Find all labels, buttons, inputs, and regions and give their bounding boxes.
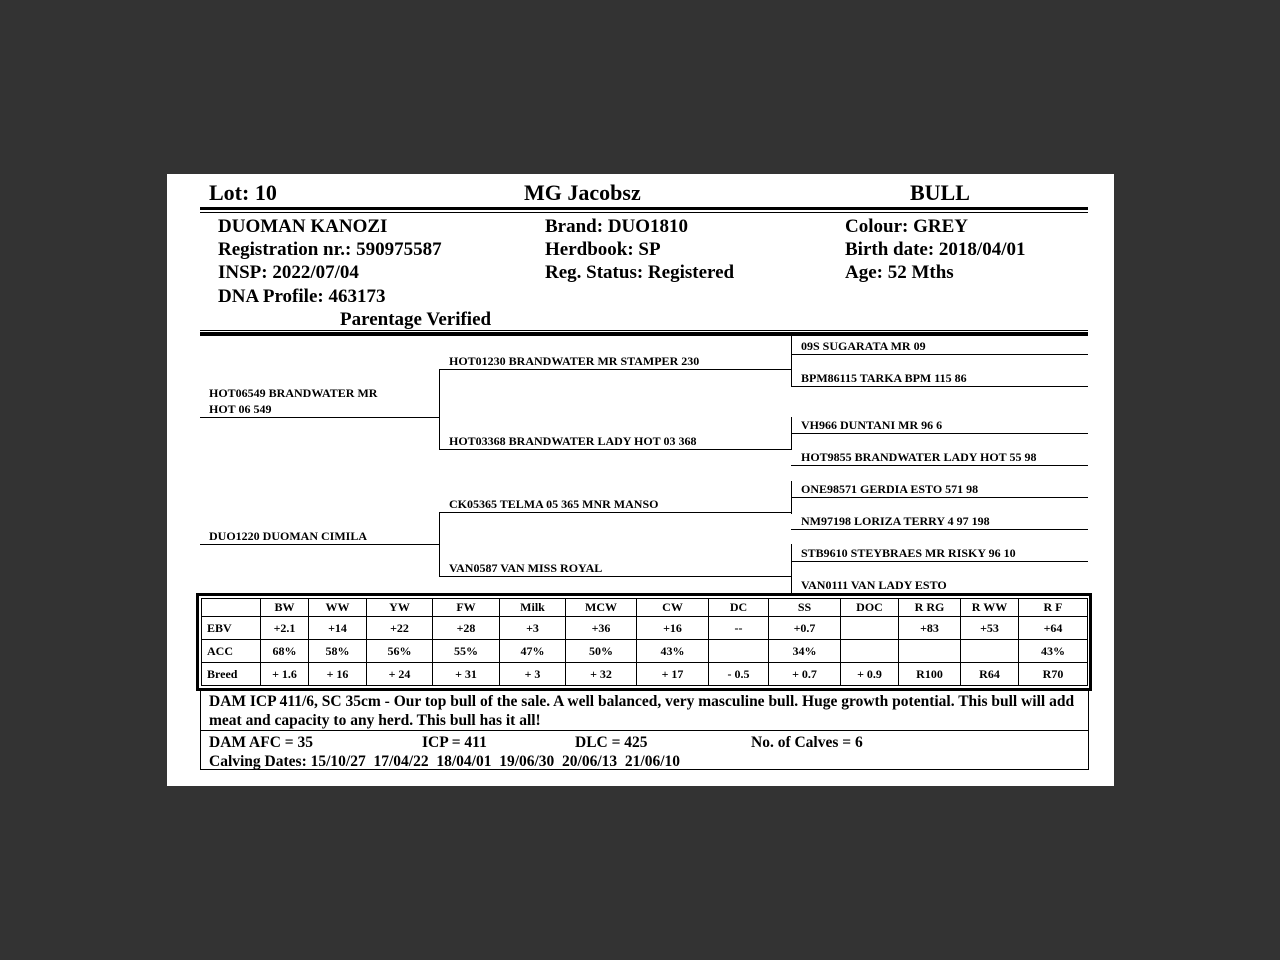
ebv-cell: +53 [961,617,1019,640]
lot-number: Lot: 10 [209,180,277,205]
ebv-cell: + 24 [367,663,433,686]
pedigree-sire-sire: HOT01230 BRANDWATER MR STAMPER 230 [449,354,700,368]
info-rule [200,332,1088,336]
ebv-cell [841,640,899,663]
pedigree-dam-sire: CK05365 TELMA 05 365 MNR MANSO [449,497,659,511]
ebv-col-header: SS [769,599,841,617]
ebv-cell: +14 [309,617,367,640]
birth-date: Birth date: 2018/04/01 [845,239,1026,260]
ebv-cell: 56% [367,640,433,663]
herdbook: Herdbook: SP [545,239,661,260]
ebv-col-header [202,599,261,617]
ebv-cell [841,617,899,640]
ebv-cell: +16 [637,617,709,640]
pedigree-line [200,544,440,545]
ebv-cell: +28 [433,617,500,640]
pedigree-line [200,417,440,418]
ebv-table [201,598,1088,686]
animal-name: DUOMAN KANOZI [218,216,388,237]
lot-card [167,174,1114,786]
ebv-cell: 58% [309,640,367,663]
pedigree-line [791,354,1088,355]
pedigree-sdd: HOT9855 BRANDWATER LADY HOT 55 98 [801,450,1037,464]
calving-dates: Calving Dates: 15/10/27 17/04/22 18/04/01 19/06/30 20/06/13 21/06/10 [209,753,681,770]
ebv-row [202,617,1088,640]
ebv-cell: 47% [500,640,566,663]
brand: Brand: DUO1810 [545,216,689,237]
pedigree-line [439,576,791,577]
ebv-row-label: Breed [202,663,261,686]
pedigree-line [791,465,1088,466]
acc-row [202,640,1088,663]
ebv-col-header: CW [637,599,709,617]
ebv-cell: - 0.5 [709,663,769,686]
pedigree-bracket [439,369,440,449]
dam-stats-box [200,730,1089,770]
ebv-cell: R70 [1019,663,1088,686]
ebv-col-header: R WW [961,599,1019,617]
ebv-cell: + 32 [566,663,637,686]
ebv-col-header: R RG [899,599,961,617]
pedigree-line [439,512,791,513]
registration-status: Reg. Status: Registered [545,262,735,283]
ebv-cell: +64 [1019,617,1088,640]
ebv-cell: +83 [899,617,961,640]
dam-afc: DAM AFC = 35 [209,734,313,751]
ebv-cell: +0.7 [769,617,841,640]
info-rule-thin [200,330,1088,331]
animal-sex: BULL [910,180,970,205]
pedigree-sds: VH966 DUNTANI MR 96 6 [801,418,943,432]
pedigree-line [791,497,1088,498]
remarks-text: DAM ICP 411/6, SC 35cm - Our top bull of the sale. A well balanced, very masculine bull. Huge growth potential. This bull will add meat and capacity to any herd. This bull has it all! [209,693,1075,729]
pedigree-dsd: NM97198 LORIZA TERRY 4 97 198 [801,514,990,528]
ebv-cell: -- [709,617,769,640]
ebv-cell: + 3 [500,663,566,686]
ebv-cell: 68% [261,640,309,663]
pedigree-dam-dam: VAN0587 VAN MISS ROYAL [449,561,603,575]
age: Age: 52 Mths [845,262,954,283]
ebv-cell: 34% [769,640,841,663]
header-rule [200,207,1088,210]
pedigree-dam: DUO1220 DUOMAN CIMILA [209,529,367,543]
pedigree-line [791,561,1088,562]
pedigree-bracket [439,512,440,577]
ebv-cell: + 0.9 [841,663,899,686]
ebv-col-header: R F [1019,599,1088,617]
ebv-cell: 55% [433,640,500,663]
dam-calves: No. of Calves = 6 [751,734,863,751]
pedigree-ssd: BPM86115 TARKA BPM 115 86 [801,371,967,385]
ebv-cell: + 0.7 [769,663,841,686]
ebv-row-label: EBV [202,617,261,640]
ebv-cell: + 16 [309,663,367,686]
pedigree-ddd: VAN0111 VAN LADY ESTO [801,578,947,592]
ebv-cell: +3 [500,617,566,640]
ebv-header-row [202,599,1088,617]
ebv-cell: +22 [367,617,433,640]
ebv-col-header: FW [433,599,500,617]
dna-profile: DNA Profile: 463173 [218,286,386,307]
ebv-col-header: MCW [566,599,637,617]
ebv-row-label: ACC [202,640,261,663]
pedigree-dds: STB9610 STEYBRAES MR RISKY 96 10 [801,546,1016,560]
pedigree-line [439,369,791,370]
ebv-cell: 50% [566,640,637,663]
ebv-cell: R100 [899,663,961,686]
ebv-cell: +2.1 [261,617,309,640]
pedigree-line [791,386,1088,387]
pedigree-line [439,449,791,450]
ebv-col-header: DOC [841,599,899,617]
remarks-box [200,690,1089,731]
ebv-col-header: DC [709,599,769,617]
pedigree-sire: HOT06549 BRANDWATER MR HOT 06 549 [209,386,378,416]
pedigree-dss: ONE98571 GERDIA ESTO 571 98 [801,482,979,496]
ebv-cell [709,640,769,663]
pedigree-bracket [791,336,792,386]
header-rule-thin [200,212,1088,213]
registration-number: Registration nr.: 590975587 [218,239,442,260]
ebv-cell: +36 [566,617,637,640]
ebv-cell: R64 [961,663,1019,686]
ebv-cell: + 31 [433,663,500,686]
ebv-cell: 43% [637,640,709,663]
colour: Colour: GREY [845,216,968,237]
ebv-col-header: Milk [500,599,566,617]
ebv-cell [899,640,961,663]
ebv-col-header: BW [261,599,309,617]
ebv-cell [961,640,1019,663]
ebv-col-header: YW [367,599,433,617]
breed-row [202,663,1088,686]
insp-date: INSP: 2022/07/04 [218,262,359,283]
dam-dlc: DLC = 425 [575,734,648,751]
ebv-cell: + 1.6 [261,663,309,686]
pedigree-sire-dam: HOT03368 BRANDWATER LADY HOT 03 368 [449,434,697,448]
ebv-cell: + 17 [637,663,709,686]
pedigree-bracket [791,544,792,594]
pedigree-sss: 09S SUGARATA MR 09 [801,339,926,353]
parentage-status: Parentage Verified [340,309,492,330]
ebv-col-header: WW [309,599,367,617]
seller-name: MG Jacobsz [524,180,641,205]
ebv-cell: 43% [1019,640,1088,663]
dam-icp: ICP = 411 [422,734,487,751]
pedigree-line [791,433,1088,434]
pedigree-line [791,529,1088,530]
